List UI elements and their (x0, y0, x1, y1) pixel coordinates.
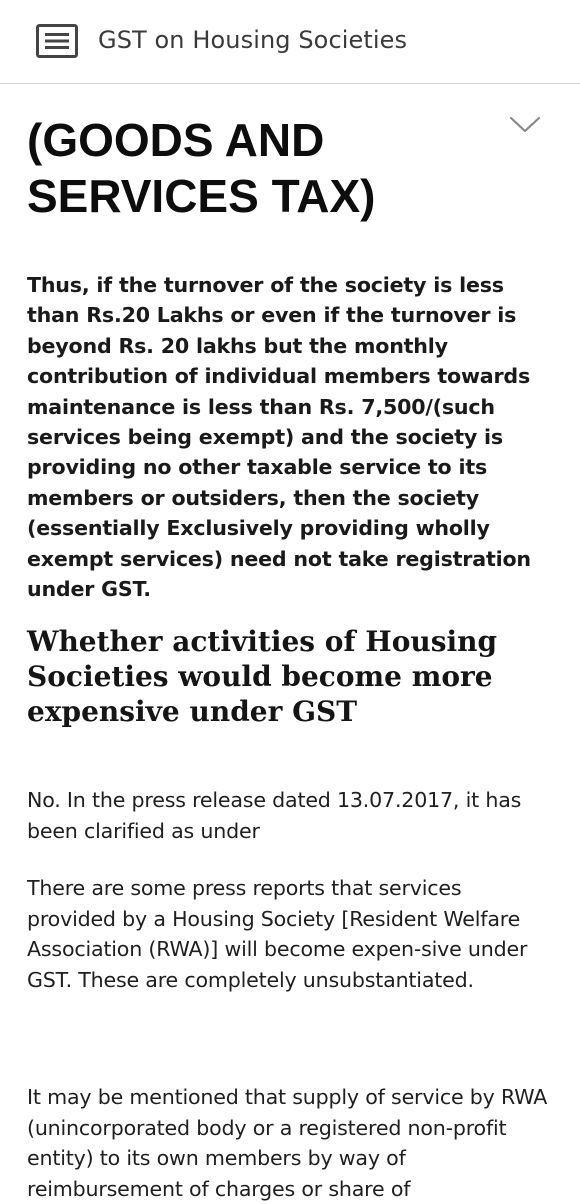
body-paragraph: There are some press reports that services provided by a Housing Society [Resident Welfare Association (RWA)] will become expen-sive under GST. These are completely unsubstantiated. (27, 876, 528, 992)
body-paragraph: It may be mentioned that supply of service by RWA (unincorporated body or a registered non-profit entity) to its own members by way of reimbursement of charges or share of (27, 1085, 548, 1201)
article-body (27, 112, 557, 1201)
article-headline: (GOODS AND SERVICES TAX) (27, 114, 376, 222)
app-header (0, 0, 580, 84)
page-title: GST on Housing Societies (98, 26, 408, 54)
hamburger-menu-icon[interactable] (36, 24, 78, 58)
bold-paragraph: Thus, if the turnover of the society is less than Rs.20 Lakhs or even if the turnover is beyond Rs. 20 lakhs but the monthly contribution of individual members towards maintenance is less than Rs. 7,500/(such services being exempt) and the society is providing no other taxable service to its members or outsiders, then the society (essentially Exclusively providing wholly exempt services) need not take registration under GST. (27, 273, 531, 602)
section-subheading: Whether activities of Housing Societies would become more expensive under GST (27, 625, 498, 728)
body-paragraph: No. In the press release dated 13.07.2017, it has been clarified as under (27, 788, 522, 843)
